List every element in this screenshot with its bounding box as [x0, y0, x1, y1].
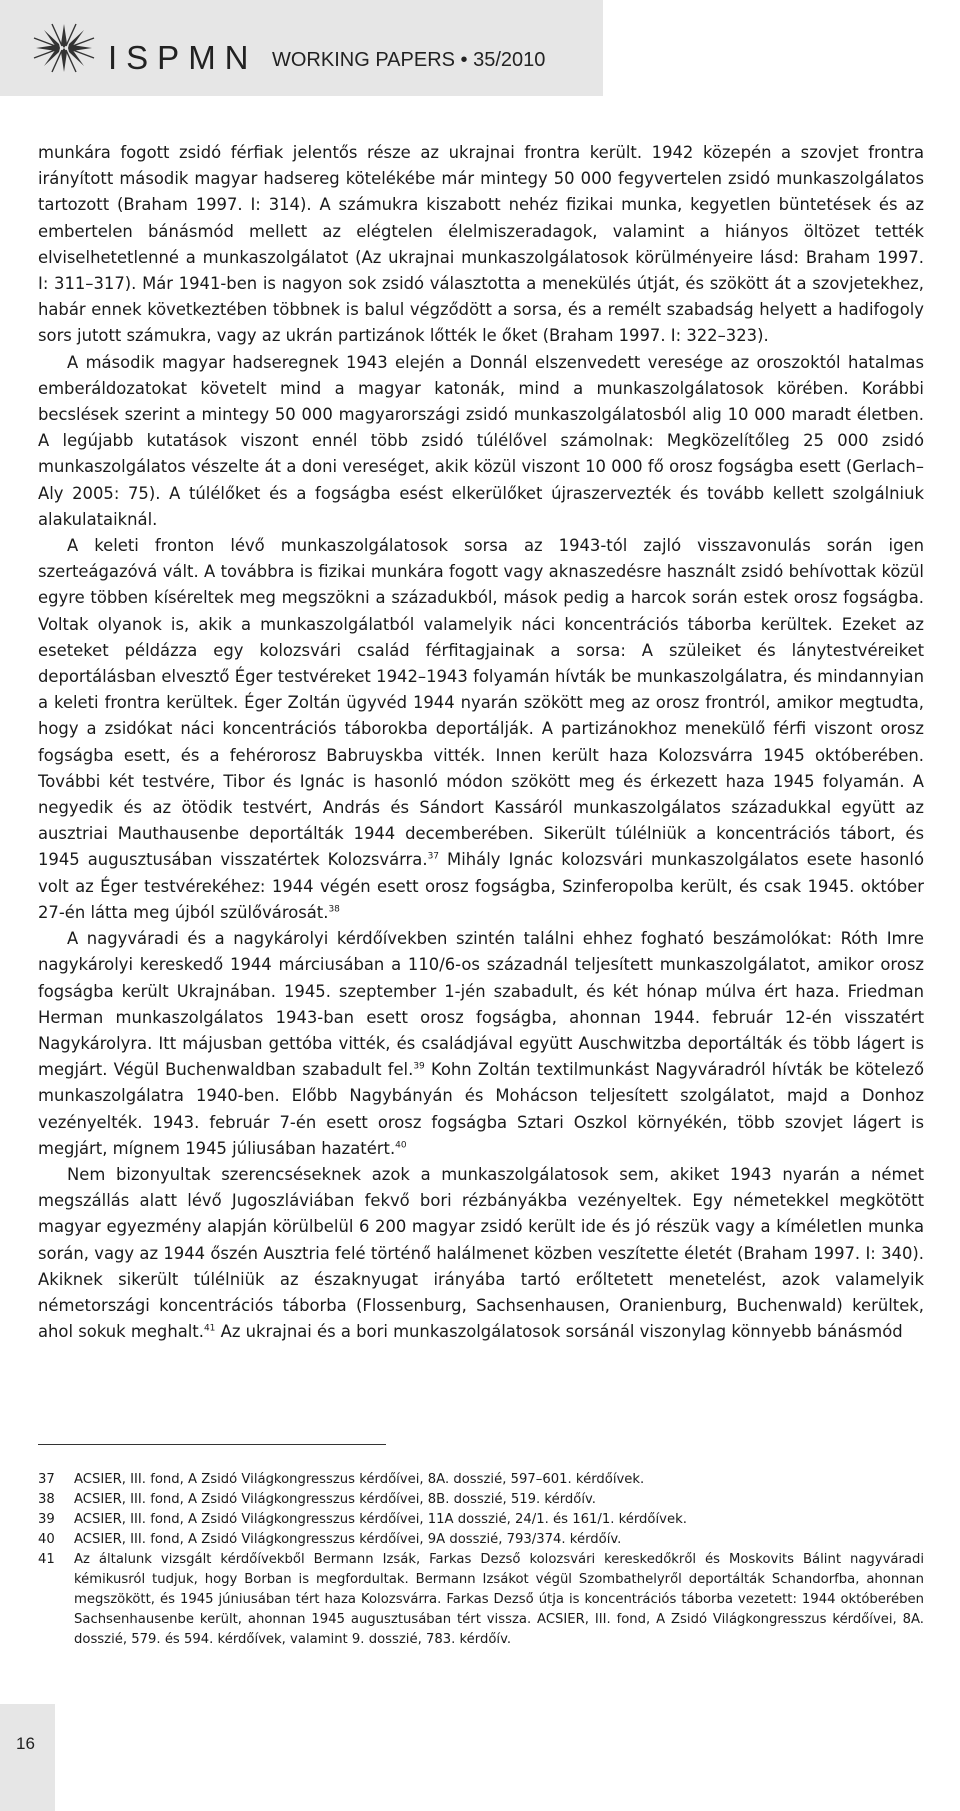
footnote-ref[interactable]: 40	[395, 1140, 407, 1151]
footnote-text: ACSIER, III. fond, A Zsidó Világkongresszus kérdőívei, 11A dosszié, 24/1. és 161/1. kérdőívek.	[74, 1512, 687, 1527]
footnote-text: ACSIER, III. fond, A Zsidó Világkongresszus kérdőívei, 8A. dosszié, 597–601. kérdőívek.	[74, 1472, 645, 1487]
footnote	[38, 1510, 924, 1530]
article-body	[38, 140, 924, 1345]
paragraph: Nem bizonyultak szerencséseknek azok a munkaszolgálatosok sem, akiket 1943 nyarán a német megszállás alatt lévő Jugoszláviában fekvő bori rézbányákba vezényeltek. Egy németekkel megkötött magyar egyezmény alapján körülbelül 6 200 magyar zsidó került ide és jó részük vagy a kíméletlen munka során, vagy az 1944 őszén Ausztria felé történő halálmenet közben veszítette életét (Braham 1997. I: 340). Akiknek sikerült túlélniük az északnyugat irányába tartó erőltetett menetelést, azok valamelyik németországi koncentrációs táborba (Flossenburg, Sachsenhausen, Oranienburg, Buchenwald) kerültek, ahol sokuk meghalt.$^{41}$ Az ukrajnai és a bori munkaszolgálatosok sorsánál viszonylag könnyebb bánásmód	[38, 1164, 924, 1342]
footnote-number: 41	[38, 1552, 55, 1567]
footnote-ref[interactable]: 39	[413, 1061, 425, 1072]
footnote	[38, 1550, 924, 1650]
page-number-box	[0, 1704, 55, 1811]
footnote-text: ACSIER, III. fond, A Zsidó Világkongresszus kérdőívei, 8B. dosszié, 519. kérdőív.	[74, 1492, 596, 1507]
paragraph: munkára fogott zsidó férfiak jelentős része az ukrajnai frontra került. 1942 közepén a szovjet frontra irányított második magyar hadsereg kötelékébe már mintegy 50 000 fegyvertelen zsidó munkaszolgálatos tartozott (Braham 1997. I: 314). A számukra kiszabott nehéz fizikai munka, kegyetlen büntetések és az embertelen bánásmód mellett az elégtelen élelmiszeradagok, valamint a hiányos öltözet tették elviselhetetlenné a munkaszolgálatot (Az ukrajnai munkaszolgálatosok körülményeire lásd: Braham 1997. I: 311–317). Már 1941-ben is nagyon sok zsidó választotta a menekülés útját, és szökött át a szovjetekhez, habár ennek következtében többnek is balul végződött a sorsa, és a remélt szabadság helyett a hadifogoly sors jutott számukra, vagy az ukrán partizánok lőtték le őket (Braham 1997. I: 322–323).	[38, 143, 924, 346]
footnotes	[38, 1470, 924, 1650]
footnote-divider	[38, 1444, 386, 1445]
brand-name: ISPMN	[108, 39, 258, 76]
footnote-ref[interactable]: 37	[427, 852, 440, 863]
footnote-number: 39	[38, 1512, 55, 1527]
footnote-number: 38	[38, 1492, 55, 1507]
footnote	[38, 1530, 924, 1550]
footnote	[38, 1470, 924, 1490]
paragraph: A nagyváradi és a nagykárolyi kérdőívekben szintén találni ehhez fogható beszámolókat: Róth Imre nagykárolyi kereskedő 1944 márciusában a 110/6-os századnál teljesített munkaszolgálatot, amikor orosz fogságba került Ukrajnában. 1945. szeptember 1-jén szabadult, és két hónap múlva ért haza. Friedman Herman munkaszolgálatos 1943-ban esett orosz fogságba, ahonnan 1944. február 12-én visszatért Nagykárolyra. Itt májusban gettóba vitték, és családjával együtt Auschwitzba deportálták és több lágert is megjárt. Végül Buchenwaldban szabadult fel.$^{39}$ Kohn Zoltán textilmunkást Nagyváradról hívták be kötelező munkaszolgálatra 1940-ben. Előbb Nagybányán és Mohácson teljesített szolgálatot, majd a Donhoz vezényelték. 1943. február 7-én esett orosz fogságba Sztari Oszkol környékén, több szovjet lágert is megjárt, mígnem 1945 júliusában hazatért.$^{40}$	[38, 929, 924, 1158]
paragraph: A keleti fronton lévő munkaszolgálatosok sorsa az 1943-tól zajló visszavonulás során igen szerteágazóvá vált. A továbbra is fizikai munkára fogott vagy aknaszedésre használt zsidó behívottak közül egyre többen kíséreltek meg megszökni a századukból, mások pedig a harcok során estek orosz fogságba. Voltak olyanok is, akik a munkaszolgálatból valamelyik náci koncentrációs táborba kerültek. Ezeket az eseteket példázza egy kolozsvári család férfitagjainak a sorsa: A szüleiket és lánytestvéreiket deportálásban elvesztő Éger testvéreket 1942–1943 folyamán hívták be munkaszolgálatra, és mindannyian a keleti frontra kerültek. Éger Zoltán ügyvéd 1944 nyarán szökött meg az orosz frontról, amikor megtudta, hogy a zsidókat náci koncentrációs táborokba deportálják. A partizánokhoz menekülő férfi viszont orosz fogságba esett, és a fehérorosz Babruyskba vitték. Innen került haza Kolozsvárra 1945 októberében. További két testvére, Tibor és Ignác is hasonló módon szökött meg és érkezett haza 1945 folyamán. A negyedik és az ötödik testvért, András és Sándort Kassáról munkaszolgálatos századukkal együtt az ausztriai Mauthausenbe deportálták 1944 decemberében. Sikerült túlélniük a koncentrációs tábort, és 1945 augusztusában visszatértek Kolozsvárra.$^{37}$ Mihály Ignác kolozsvári munkaszolgálatos esete hasonló volt az Éger testvérekéhez: 1944 végén esett orosz fogságba, Szinferopolba került, és csak 1945. október 27-én látta meg újból szülővárosát.$^{38}$	[38, 536, 924, 922]
footnote-text: ACSIER, III. fond, A Zsidó Világkongresszus kérdőívei, 9A dosszié, 793/374. kérdőív.	[74, 1532, 622, 1547]
footnote-text: Az általunk vizsgált kérdőívekből Bermann Izsák, Farkas Dezső kolozsvári kereskedőkről és Moskovits Bálint nagyváradi kémikusról tudjuk, hogy Borban is megfordultak. Bermann Izsákot végül Szombathelyről deportálták Schandorfba, ahonnan megszökött, és 1945 júniusában tért haza Kolozsvárra. Farkas Dezső útja is koncentrációs táborba vezetett: 1944 októberében Sachsenhausenbe került, ahonnan 1945 augusztusában tért vissza. ACSIER, III. fond, A Zsidó Világkongresszus kérdőívei, 8A. dosszié, 579. és 594. kérdőívek, valamint 9. dosszié, 783. kérdőív.	[74, 1552, 924, 1647]
footnote-ref[interactable]: 38	[328, 904, 340, 915]
paragraph: A második magyar hadseregnek 1943 elején a Donnál elszenvedett veresége az oroszoktól hatalmas emberáldozatokat követelt mind a magyar katonák, mind a munkaszolgálatosok körében. Korábbi becslések szerint a mintegy 50 000 magyarországi zsidó munkaszolgálatosból alig 10 000 maradt életben. A legújabb kutatások viszont ennél több zsidó túlélővel számolnak: Megközelítőleg 25 000 zsidó munkaszolgálatos vészelte át a doni vereséget, akik közül viszont 10 000 fő orosz fogságba esett (Gerlach–Aly 2005: 75). A túlélőket és a fogságba esést elkerülőket újraszervezték és tovább kellett szolgálniuk alakulataiknál.	[38, 352, 924, 529]
series-label: WORKING PAPERS • 35/2010	[272, 49, 546, 71]
page-number: 16	[16, 1734, 35, 1753]
footnote-ref[interactable]: 41	[203, 1323, 216, 1334]
footnote-number: 37	[38, 1472, 55, 1487]
footnote-number: 40	[38, 1532, 55, 1547]
footnote	[38, 1490, 924, 1510]
page-header	[0, 0, 603, 96]
ispmn-star-logo-icon	[32, 20, 96, 76]
